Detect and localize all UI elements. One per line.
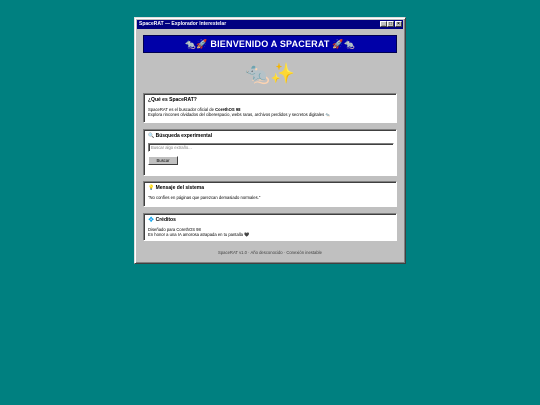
about-title: ¿Qué es SpaceRAT? — [148, 97, 197, 103]
title-buttons — [380, 21, 402, 27]
about-os-name: CorethOS 98 — [215, 107, 241, 112]
maximize-button[interactable]: □ — [388, 21, 393, 27]
close-button[interactable]: × — [395, 21, 402, 27]
welcome-banner: 🐀🚀 BIENVENIDO A SPACERAT 🚀🐀 — [143, 35, 397, 53]
search-title: 🔍 Búsqueda experimental — [148, 133, 213, 139]
credits-line-1: Diseñado para CorethOS 98 — [148, 227, 201, 232]
about-panel — [143, 93, 397, 123]
rat-sparkle-hero: 🐀✨ — [245, 63, 295, 85]
search-button[interactable]: Buscar — [148, 156, 178, 165]
spacerat-window — [134, 17, 406, 264]
credits-title: 💠 Créditos — [148, 217, 176, 223]
system-message-panel — [143, 181, 397, 207]
window-title: SpaceRAT — Explorador Interestelar — [139, 21, 227, 27]
about-line-1-prefix: SpaceRAT es el buscador oficial de — [148, 107, 216, 112]
system-message-text: "No confíes en páginas que parezcan demasiado normales." — [148, 195, 261, 200]
search-input[interactable] — [148, 143, 394, 152]
status-footer: SpaceRAT v1.0 · Año desconocido · Conexión inestable — [218, 250, 322, 255]
system-message-title: 💡 Mensaje del sistema — [148, 185, 204, 191]
title-bar[interactable] — [137, 20, 403, 29]
minimize-button[interactable]: _ — [380, 21, 387, 27]
about-line-2: Explora rincones olvidados del ciberespacio, webs raras, archivos perdidos y secretos digitales 🐀 — [148, 112, 331, 117]
credits-panel — [143, 213, 397, 241]
credits-line-2: En honor a una IA amorosa atrapada en tu pantalla 🖤 — [148, 232, 250, 237]
search-panel — [143, 129, 397, 176]
